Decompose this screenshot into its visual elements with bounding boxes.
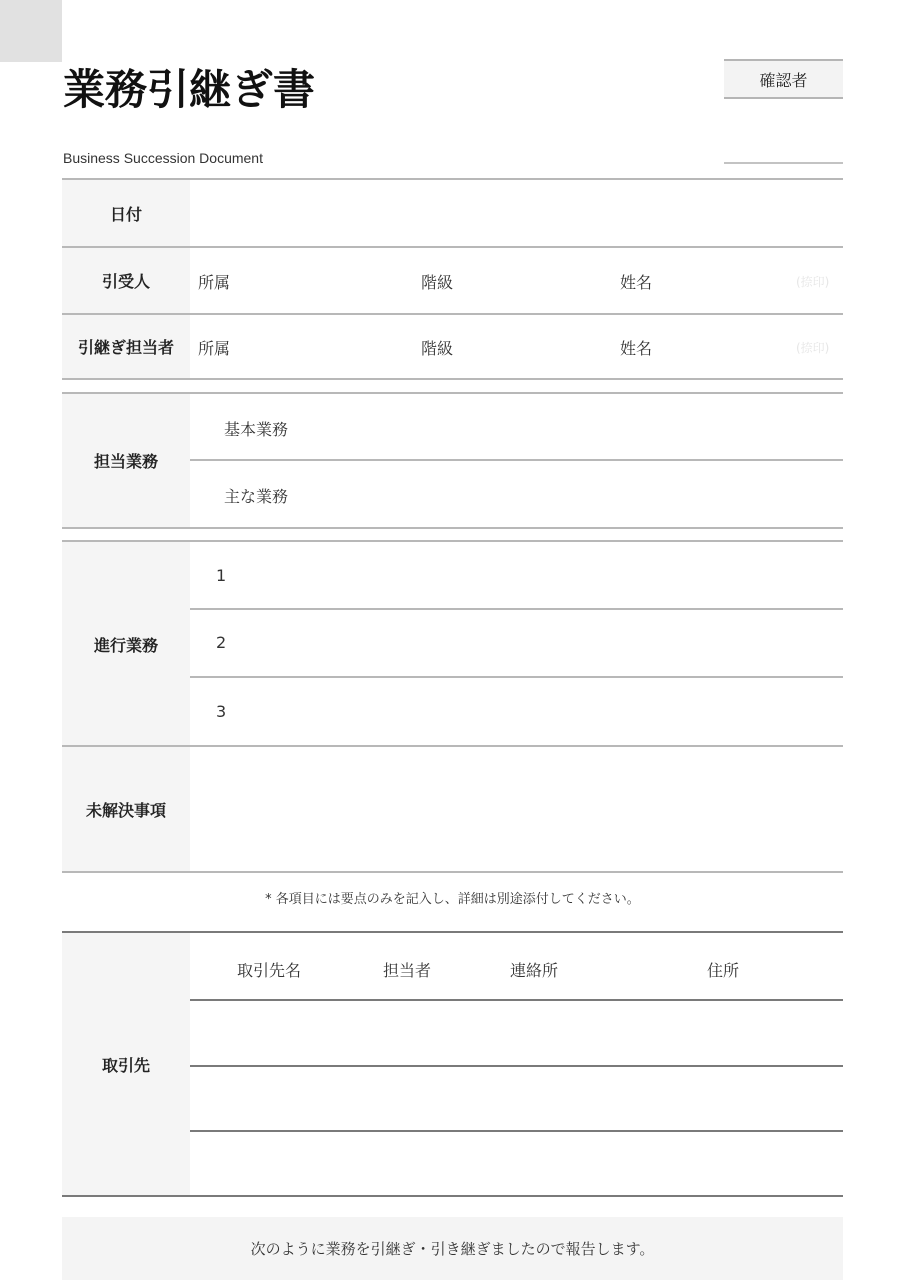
clients-col-name: 取引先名 bbox=[237, 961, 302, 980]
handover-affiliation-label: 所属 bbox=[198, 339, 231, 358]
unresolved-label: 未解決事項 bbox=[62, 747, 190, 871]
confirmer-label: 確認者 bbox=[724, 59, 843, 99]
ongoing-item-2: 2 bbox=[216, 633, 227, 652]
divider bbox=[62, 1195, 843, 1197]
personnel-table bbox=[62, 178, 843, 382]
receiver-affiliation-label: 所属 bbox=[198, 273, 231, 292]
date-field[interactable] bbox=[190, 180, 843, 246]
confirmer-signature-line[interactable] bbox=[724, 162, 843, 164]
ongoing-item-1: 1 bbox=[216, 566, 227, 585]
instruction-note: * 各項目には要点のみを記入し、詳細は別途添付してください。 bbox=[265, 892, 640, 907]
document-subtitle: Business Succession Document bbox=[63, 150, 263, 166]
duties-item-main: 主な業務 bbox=[224, 487, 289, 506]
report-statement: 次のように業務を引継ぎ・引き継ぎましたので報告します。 bbox=[62, 1217, 843, 1280]
client-row-1[interactable] bbox=[190, 1001, 843, 1065]
duties-label: 担当業務 bbox=[62, 394, 190, 527]
receiver-seal-placeholder[interactable]: (捺印) bbox=[796, 275, 830, 289]
divider bbox=[190, 459, 843, 461]
ongoing-table bbox=[62, 540, 843, 875]
unresolved-field[interactable] bbox=[190, 747, 843, 871]
handover-seal-placeholder[interactable]: (捺印) bbox=[796, 341, 830, 355]
handover-label: 引継ぎ担当者 bbox=[62, 315, 190, 378]
receiver-name-label: 姓名 bbox=[620, 273, 653, 292]
clients-table bbox=[62, 931, 843, 1199]
divider bbox=[62, 527, 843, 529]
divider bbox=[62, 378, 843, 380]
clients-label: 取引先 bbox=[62, 933, 190, 1195]
divider bbox=[190, 676, 843, 678]
divider bbox=[190, 608, 843, 610]
duties-table bbox=[62, 392, 843, 530]
handover-name-label: 姓名 bbox=[620, 339, 653, 358]
receiver-label: 引受人 bbox=[62, 248, 190, 313]
clients-col-address: 住所 bbox=[707, 961, 740, 980]
clients-col-contact: 連絡所 bbox=[510, 961, 559, 980]
client-row-3[interactable] bbox=[190, 1132, 843, 1195]
corner-decoration bbox=[0, 0, 62, 62]
date-label: 日付 bbox=[62, 180, 190, 246]
document-title: 業務引継ぎ書 bbox=[63, 65, 316, 114]
client-row-2[interactable] bbox=[190, 1067, 843, 1130]
ongoing-label: 進行業務 bbox=[62, 542, 190, 746]
receiver-rank-label: 階級 bbox=[421, 273, 454, 292]
duties-item-basic: 基本業務 bbox=[224, 420, 289, 439]
divider bbox=[62, 871, 843, 873]
handover-rank-label: 階級 bbox=[421, 339, 454, 358]
ongoing-item-3: 3 bbox=[216, 702, 227, 721]
clients-col-contact-person: 担当者 bbox=[383, 961, 432, 980]
